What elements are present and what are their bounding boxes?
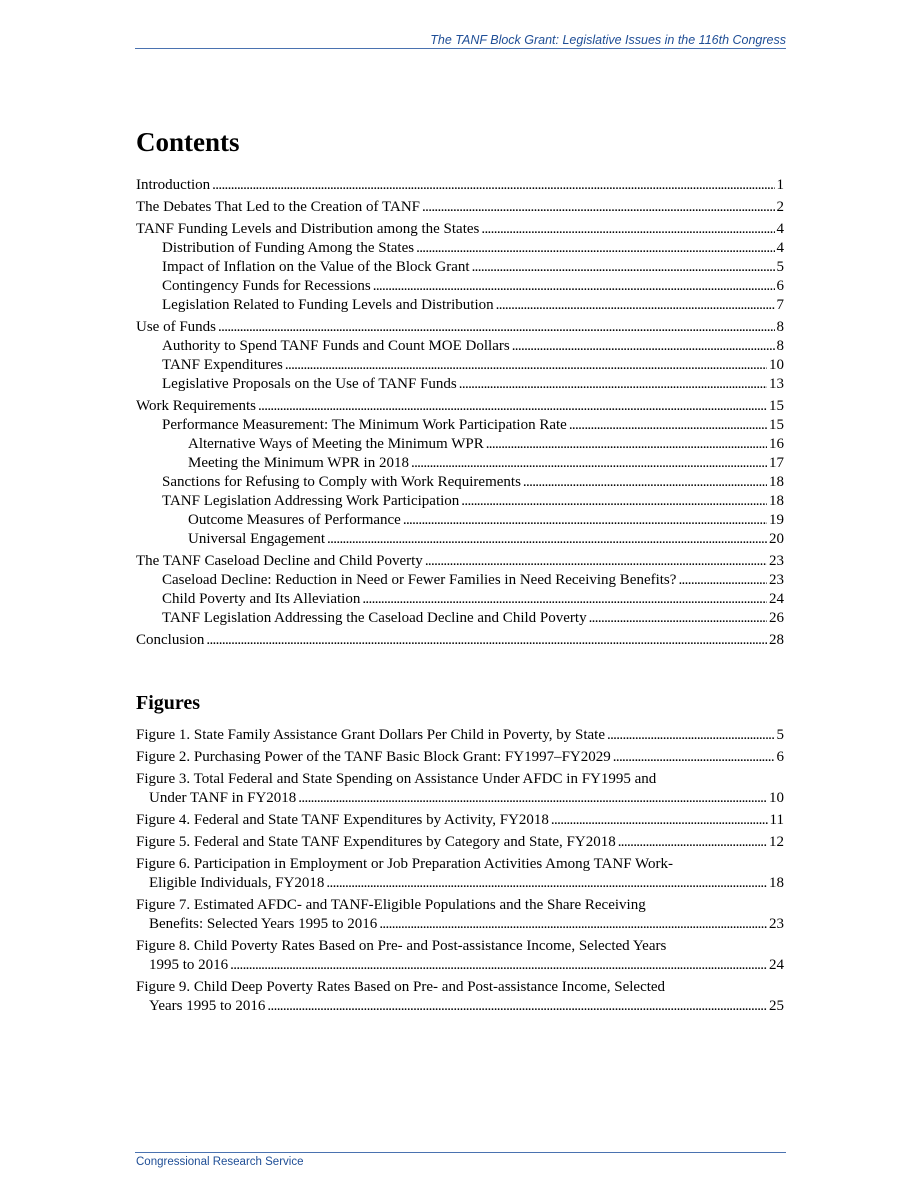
figure-entry-title: Figure 1. State Family Assistance Grant Dollars Per Child in Poverty, by State <box>136 727 605 743</box>
figure-entry-title-continued: Under TANF in FY2018 <box>149 790 297 806</box>
toc-entry[interactable] <box>136 239 784 258</box>
toc-entry-page: 23 <box>769 572 784 588</box>
figure-entry-title-continued: Years 1995 to 2016 <box>149 998 266 1014</box>
dot-leader <box>416 239 774 258</box>
toc-entry-page: 24 <box>769 591 784 607</box>
toc-entry[interactable] <box>136 375 784 394</box>
dot-leader <box>218 318 774 337</box>
dot-leader <box>523 473 767 492</box>
toc-entry-title: Child Poverty and Its Alleviation <box>162 591 361 607</box>
toc-entry[interactable] <box>136 435 784 454</box>
footer-rule <box>135 1152 786 1153</box>
toc-entry-page: 8 <box>776 319 784 335</box>
dot-leader <box>589 609 767 628</box>
toc-entry-page: 5 <box>776 259 784 275</box>
dot-leader <box>267 997 767 1016</box>
toc-entry-title: Introduction <box>136 177 211 193</box>
toc-entry[interactable] <box>136 277 784 296</box>
dot-leader <box>613 748 775 767</box>
figure-entry-title: Figure 8. Child Poverty Rates Based on Pre- and Post-assistance Income, Selected Years <box>136 938 667 954</box>
figures-list <box>136 726 784 1016</box>
toc-entry[interactable] <box>136 198 784 217</box>
figure-entry-title: Figure 3. Total Federal and State Spending on Assistance Under AFDC in FY1995 and <box>136 771 657 787</box>
toc-entry[interactable] <box>136 296 784 315</box>
dot-leader <box>411 454 767 473</box>
running-header: The TANF Block Grant: Legislative Issues in the 116th Congress <box>430 33 786 47</box>
dot-leader <box>461 492 767 511</box>
dot-leader <box>327 530 767 549</box>
figure-entry[interactable] <box>136 748 784 767</box>
toc-entry-title: TANF Funding Levels and Distribution among the States <box>136 221 480 237</box>
figure-entry-title: Figure 2. Purchasing Power of the TANF Basic Block Grant: FY1997–FY2029 <box>136 749 611 765</box>
dot-leader <box>362 590 767 609</box>
figure-entry-page: 5 <box>776 727 784 743</box>
figures-heading: Figures <box>136 692 201 714</box>
dot-leader <box>285 356 767 375</box>
toc-entry[interactable] <box>136 511 784 530</box>
dot-leader <box>212 176 774 195</box>
dot-leader <box>206 631 767 650</box>
dot-leader <box>425 552 767 571</box>
figure-entry-page: 6 <box>776 749 784 765</box>
figure-entry-page: 24 <box>769 957 784 973</box>
figure-entry-title: Figure 7. Estimated AFDC- and TANF-Eligible Populations and the Share Receiving <box>136 897 646 913</box>
dot-leader <box>230 956 767 975</box>
toc-entry[interactable] <box>136 631 784 650</box>
toc-entry-page: 20 <box>769 531 784 547</box>
dot-leader <box>607 726 775 745</box>
toc-entry-page: 17 <box>769 455 784 471</box>
toc-entry-title: Universal Engagement <box>188 531 326 547</box>
toc-entry-title: The Debates That Led to the Creation of TANF <box>136 199 421 215</box>
toc-entry-title: Conclusion <box>136 632 205 648</box>
dot-leader <box>569 416 767 435</box>
toc-entry[interactable] <box>136 176 784 195</box>
toc-entry-page: 23 <box>769 553 784 569</box>
toc-entry-page: 28 <box>769 632 784 648</box>
toc-entry[interactable] <box>136 530 784 549</box>
page-content <box>136 124 784 1016</box>
toc-entry-page: 10 <box>769 357 784 373</box>
figure-entry-page: 10 <box>769 790 784 806</box>
page-footer: Congressional Research Service <box>136 1156 304 1168</box>
dot-leader <box>459 375 767 394</box>
toc-entry-title: TANF Legislation Addressing Work Participation <box>162 493 460 509</box>
toc-entry-title: TANF Legislation Addressing the Caseload Decline and Child Poverty <box>162 610 587 626</box>
figure-entry[interactable] <box>136 855 784 893</box>
toc-entry-page: 18 <box>769 493 784 509</box>
figure-entry-title: Figure 5. Federal and State TANF Expenditures by Category and State, FY2018 <box>136 834 616 850</box>
toc-entry-title: Use of Funds <box>136 319 217 335</box>
toc-entry-title: Legislative Proposals on the Use of TANF Funds <box>162 376 457 392</box>
figure-entry-title: Figure 4. Federal and State TANF Expenditures by Activity, FY2018 <box>136 812 549 828</box>
dot-leader <box>472 258 775 277</box>
figure-entry[interactable] <box>136 833 784 852</box>
toc-entry-page: 26 <box>769 610 784 626</box>
figure-entry-page: 18 <box>769 875 784 891</box>
toc-entry[interactable] <box>136 454 784 473</box>
toc-entry-page: 19 <box>769 512 784 528</box>
figure-entry-title: Figure 6. Participation in Employment or Job Preparation Activities Among TANF Work- <box>136 856 673 872</box>
toc-entry-title: Legislation Related to Funding Levels and Distribution <box>162 297 494 313</box>
toc-entry-page: 1 <box>776 177 784 193</box>
dot-leader <box>486 435 767 454</box>
toc-entry-title: TANF Expenditures <box>162 357 283 373</box>
toc-entry-title: Work Requirements <box>136 398 257 414</box>
toc-entry-page: 8 <box>776 338 784 354</box>
toc-entry[interactable] <box>136 473 784 492</box>
toc-entry-title: Outcome Measures of Performance <box>188 512 401 528</box>
dot-leader <box>618 833 767 852</box>
toc-entry-page: 4 <box>776 221 784 237</box>
dot-leader <box>512 337 775 356</box>
toc-entry[interactable] <box>136 318 784 337</box>
toc-entry[interactable] <box>136 571 784 590</box>
toc-entry-title: Alternative Ways of Meeting the Minimum WPR <box>188 436 484 452</box>
toc-entry-page: 2 <box>776 199 784 215</box>
toc-entry-title: Contingency Funds for Recessions <box>162 278 371 294</box>
toc-entry[interactable] <box>136 590 784 609</box>
toc-entry-page: 15 <box>769 417 784 433</box>
toc-entry-title: Sanctions for Refusing to Comply with Work Requirements <box>162 474 521 490</box>
figure-entry-title-continued: 1995 to 2016 <box>149 957 229 973</box>
figure-entry[interactable] <box>136 726 784 745</box>
figure-entry-title-continued: Eligible Individuals, FY2018 <box>149 875 325 891</box>
toc-entry[interactable] <box>136 258 784 277</box>
figure-entry-page: 23 <box>769 916 784 932</box>
toc-entry[interactable] <box>136 220 784 239</box>
toc-entry-title: Authority to Spend TANF Funds and Count MOE Dollars <box>162 338 510 354</box>
figure-entry[interactable] <box>136 896 784 934</box>
toc-entry[interactable] <box>136 609 784 628</box>
dot-leader <box>258 397 767 416</box>
figure-entry-page: 25 <box>769 998 784 1014</box>
toc-entry[interactable] <box>136 552 784 571</box>
toc-entry-title: Performance Measurement: The Minimum Work Participation Rate <box>162 417 567 433</box>
dot-leader <box>496 296 775 315</box>
figure-entry[interactable] <box>136 937 784 975</box>
toc-entry-page: 4 <box>776 240 784 256</box>
toc-entry[interactable] <box>136 337 784 356</box>
toc-entry[interactable] <box>136 397 784 416</box>
figure-entry[interactable] <box>136 811 784 830</box>
toc-entry-page: 13 <box>769 376 784 392</box>
toc-entry-title: The TANF Caseload Decline and Child Poverty <box>136 553 423 569</box>
toc-entry[interactable] <box>136 356 784 375</box>
toc-entry-title: Caseload Decline: Reduction in Need or Fewer Families in Need Receiving Benefits? <box>162 572 677 588</box>
dot-leader <box>298 789 767 808</box>
dot-leader <box>678 571 767 590</box>
figure-entry-title: Figure 9. Child Deep Poverty Rates Based on Pre- and Post-assistance Income, Selected <box>136 979 666 995</box>
toc-entry-page: 6 <box>776 278 784 294</box>
contents-heading: Contents <box>136 127 240 157</box>
figure-entry[interactable] <box>136 978 784 1016</box>
figure-entry-page: 12 <box>769 834 784 850</box>
dot-leader <box>481 220 774 239</box>
toc-entry-page: 7 <box>776 297 784 313</box>
toc-entry-title: Meeting the Minimum WPR in 2018 <box>188 455 409 471</box>
toc-entry-title: Distribution of Funding Among the States <box>162 240 415 256</box>
toc-entry-page: 15 <box>769 398 784 414</box>
dot-leader <box>373 277 775 296</box>
toc-entry-title: Impact of Inflation on the Value of the Block Grant <box>162 259 470 275</box>
contents-list <box>136 176 784 650</box>
figure-entry[interactable] <box>136 770 784 808</box>
toc-entry-page: 16 <box>769 436 784 452</box>
figures-section <box>136 690 784 1016</box>
figure-entry-page: 11 <box>769 812 784 828</box>
header-rule <box>135 48 786 49</box>
toc-entry[interactable] <box>136 416 784 435</box>
figure-entry-title-continued: Benefits: Selected Years 1995 to 2016 <box>149 916 378 932</box>
dot-leader <box>379 915 767 934</box>
toc-entry-page: 18 <box>769 474 784 490</box>
dot-leader <box>551 811 768 830</box>
toc-entry[interactable] <box>136 492 784 511</box>
dot-leader <box>403 511 767 530</box>
dot-leader <box>422 198 774 217</box>
dot-leader <box>326 874 767 893</box>
